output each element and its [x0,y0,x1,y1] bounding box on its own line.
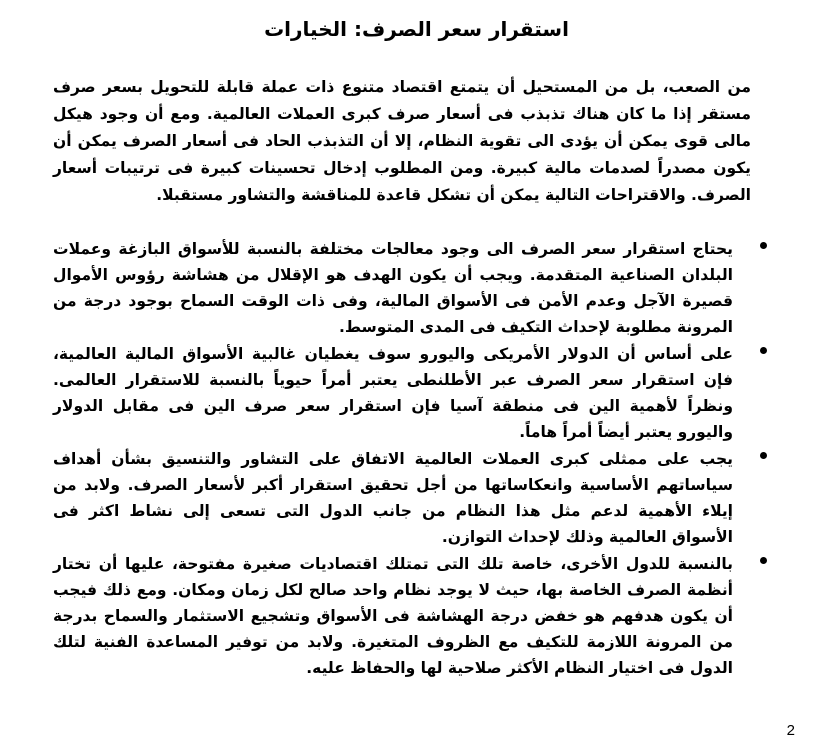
bullet-dot-icon [760,452,767,459]
bullet-dot-icon [760,347,767,354]
bullet-text: بالنسبة للدول الأخرى، خاصة تلك التى تمتلك اقتصاديات صغيرة مفتوحة، عليها أن تختار أنظمة الصرف الخاصة بها، حيث لا يوجد نظام واحد صالح لكل زمان ومكان. ومع ذلك فيجب أن يكون هدفهم هو خفض درجة الهشاشة فى الأسواق وتشجيع الاستثمار والسماح بدرجة من المرونة اللازمة للتكيف مع الظروف المتغيرة. ولابد من توفير المساعدة الفنية لتلك الدول فى اختيار النظام الأكثر صلاحية لها والحفاظ عليه. [53,555,733,677]
bullet-item [53,551,775,681]
bullet-item [53,236,775,340]
page-number: 2 [786,722,795,739]
bullet-text: يجب على ممثلى كبرى العملات العالمية الاتفاق على التشاور والتنسيق بشأن أهداف سياساتهم الأساسية وانعكاساتها من أجل تحقيق استقرار أكبر لأسعار الصرف. ولابد من إيلاء الأهمية لدعم مثل هذا النظام من جانب الدول التى تسعى إلى نشاط اكثر فى الأسواق العالمية وذلك لإحداث التوازن. [53,450,733,546]
page-title: استقرار سعر الصرف: الخيارات [264,17,569,41]
bullet-text: يحتاج استقرار سعر الصرف الى وجود معالجات مختلفة بالنسبة للأسواق البازغة وعملات البلدان الصناعية المتقدمة. ويجب أن يكون الهدف هو الإقلال من هشاشة رؤوس الأموال قصيرة الآجل وعدم الأمن فى الأسواق المالية، وفى ذات الوقت السماح بوجود درجة من المرونة مطلوبة لإحداث التكيف فى المدى المتوسط. [53,240,733,336]
bullet-text: على أساس أن الدولار الأمريكى واليورو سوف يغطيان غالبية الأسواق المالية العالمية، فإن استقرار سعر الصرف عبر الأطلنطى يعتبر أمراً حيوياً بالنسبة للاستقرار العالمى. ونظراً لأهمية الين فى منطقة آسيا فإن استقرار سعر صرف الين فى مقابل الدولار واليورو يعتبر أيضاً أمراً هاماً. [53,345,733,441]
bullet-item [53,341,775,445]
bullet-item [53,446,775,550]
bullet-dot-icon [760,242,767,249]
bullet-list [53,236,775,682]
bullet-dot-icon [760,557,767,564]
intro-paragraph: من الصعب، بل من المستحيل أن يتمتع اقتصاد متنوع ذات عملة قابلة للتحويل بسعر صرف مستقر إذا ما كان هناك تذبذب فى أسعار صرف كبرى العملات العالمية. ومع أن وجود هيكل مالى قوى يمكن أن يؤدى الى تقوية النظام، إلا أن التذبذب الحاد فى أسعار الصرف يمكن أن يكون مصدراً لصدمات مالية كبيرة. ومن المطلوب إدخال تحسينات كبيرة فى ترتيبات أسعار الصرف. والاقتراحات التالية يمكن أن تشكل قاعدة للمناقشة والتشاور مستقبلا. [53,78,751,204]
